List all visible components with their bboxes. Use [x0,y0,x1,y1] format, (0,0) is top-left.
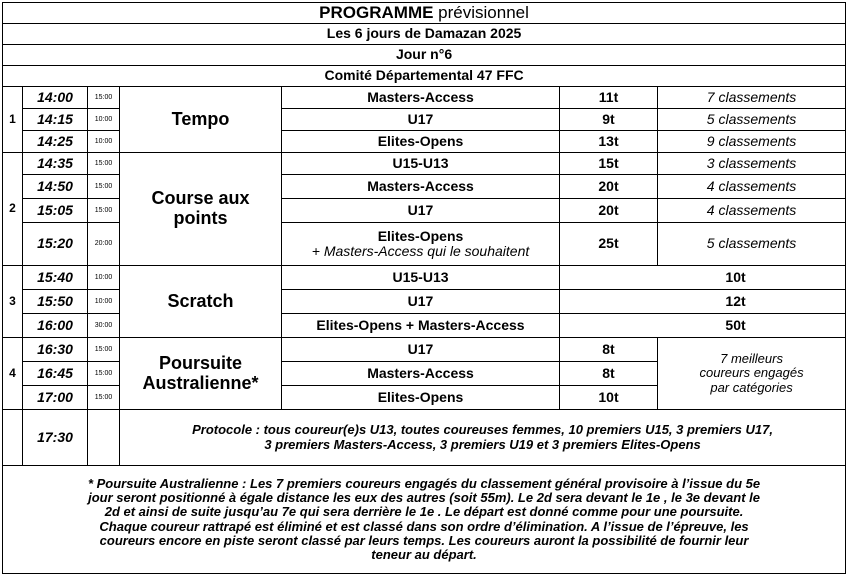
category: U15-U13 [282,153,560,175]
start-time: 17:30 [23,410,88,466]
programme-table [2,2,846,574]
category-note: + Masters-Access qui le souhaitent [311,243,530,259]
laps: 8t [560,362,658,386]
laps: 10t [560,266,846,290]
start-time: 15:20 [23,223,88,266]
laps: 20t [560,175,658,199]
event-title: Scratch [120,266,282,338]
organizer-row [3,66,846,87]
start-time: 14:00 [23,87,88,109]
page-title: PROGRAMME prévisionnel [3,3,846,24]
footnote: * Poursuite Australienne : Les 7 premiers coureurs engagés du classement général provisoire à l’issue du 5e jour seront positionné à égale distance les eux des autres (soit 55m). Le 2d sera devant le 1e , le 3e devant le 2d et ainsi de suite jusqu’au 7e qui sera derrière le 1e . Le départ est donné comme pour une poursuite. Chaque coureur rattrapé est éliminé et est classé dans son ordre d’élimination. A l’issue de l’épreuve, les coureurs encore en piste seront classé par leurs temps. Les coureurs auront la possibilité de fournir leur teneur au départ. [3,466,846,574]
title-row [3,3,846,24]
duration: 15:00 [88,338,120,362]
category: Elites-Opens + Masters-Access qui le souhaitent [282,223,560,266]
day-label: Jour n°6 [3,45,846,66]
event-title: Poursuite Australienne* [120,338,282,410]
category: Masters-Access [282,362,560,386]
laps: 10t [560,386,658,410]
classements-note: 7 meilleurs coureurs engagés par catégories [658,338,846,410]
start-time: 16:30 [23,338,88,362]
event-name: Les 6 jours de Damazan 2025 [3,24,846,45]
classements: 7 classements [658,87,846,109]
duration: 15:00 [88,175,120,199]
start-time: 15:50 [23,290,88,314]
laps: 25t [560,223,658,266]
duration: 15:00 [88,153,120,175]
laps: 11t [560,87,658,109]
start-time: 14:50 [23,175,88,199]
day-row [3,45,846,66]
classements: 9 classements [658,131,846,153]
category: U17 [282,290,560,314]
duration: 15:00 [88,199,120,223]
laps: 50t [560,314,846,338]
laps: 9t [560,109,658,131]
empty-cell [88,410,120,466]
event-title: Tempo [120,87,282,153]
start-time: 16:45 [23,362,88,386]
block-number: 3 [3,266,23,338]
laps: 12t [560,290,846,314]
duration: 10:00 [88,131,120,153]
classements: 4 classements [658,199,846,223]
category: U17 [282,109,560,131]
event-row [3,24,846,45]
category: Elites-Opens [282,386,560,410]
start-time: 17:00 [23,386,88,410]
start-time: 14:25 [23,131,88,153]
duration: 30:00 [88,314,120,338]
protocole-row [3,410,846,466]
organizer-label: Comité Départemental 47 FFC [3,66,846,87]
duration: 15:00 [88,362,120,386]
start-time: 14:15 [23,109,88,131]
category: Masters-Access [282,175,560,199]
block-number: 2 [3,153,23,266]
table-row [3,266,846,290]
classements: 3 classements [658,153,846,175]
start-time: 16:00 [23,314,88,338]
category: U17 [282,338,560,362]
block-number: 1 [3,87,23,153]
laps: 13t [560,131,658,153]
footnote-row [3,466,846,574]
duration: 10:00 [88,109,120,131]
laps: 15t [560,153,658,175]
category: Masters-Access [282,87,560,109]
classements: 5 classements [658,223,846,266]
laps: 20t [560,199,658,223]
start-time: 15:40 [23,266,88,290]
category: U17 [282,199,560,223]
empty-cell [3,410,23,466]
protocole-text: Protocole : tous coureur(e)s U13, toutes coureuses femmes, 10 premiers U15, 3 premiers U17, 3 premiers Masters-Access, 3 premiers U19 et 3 premiers Elites-Opens [120,410,846,466]
table-row [3,87,846,109]
duration: 15:00 [88,386,120,410]
table-row [3,153,846,175]
classements: 5 classements [658,109,846,131]
category: U15-U13 [282,266,560,290]
start-time: 15:05 [23,199,88,223]
duration: 20:00 [88,223,120,266]
classements: 4 classements [658,175,846,199]
category: Elites-Opens [282,131,560,153]
event-title: Course aux points [120,153,282,266]
duration: 10:00 [88,290,120,314]
start-time: 14:35 [23,153,88,175]
laps: 8t [560,338,658,362]
table-row [3,338,846,362]
duration: 10:00 [88,266,120,290]
category: Elites-Opens + Masters-Access [282,314,560,338]
duration: 15:00 [88,87,120,109]
block-number: 4 [3,338,23,410]
